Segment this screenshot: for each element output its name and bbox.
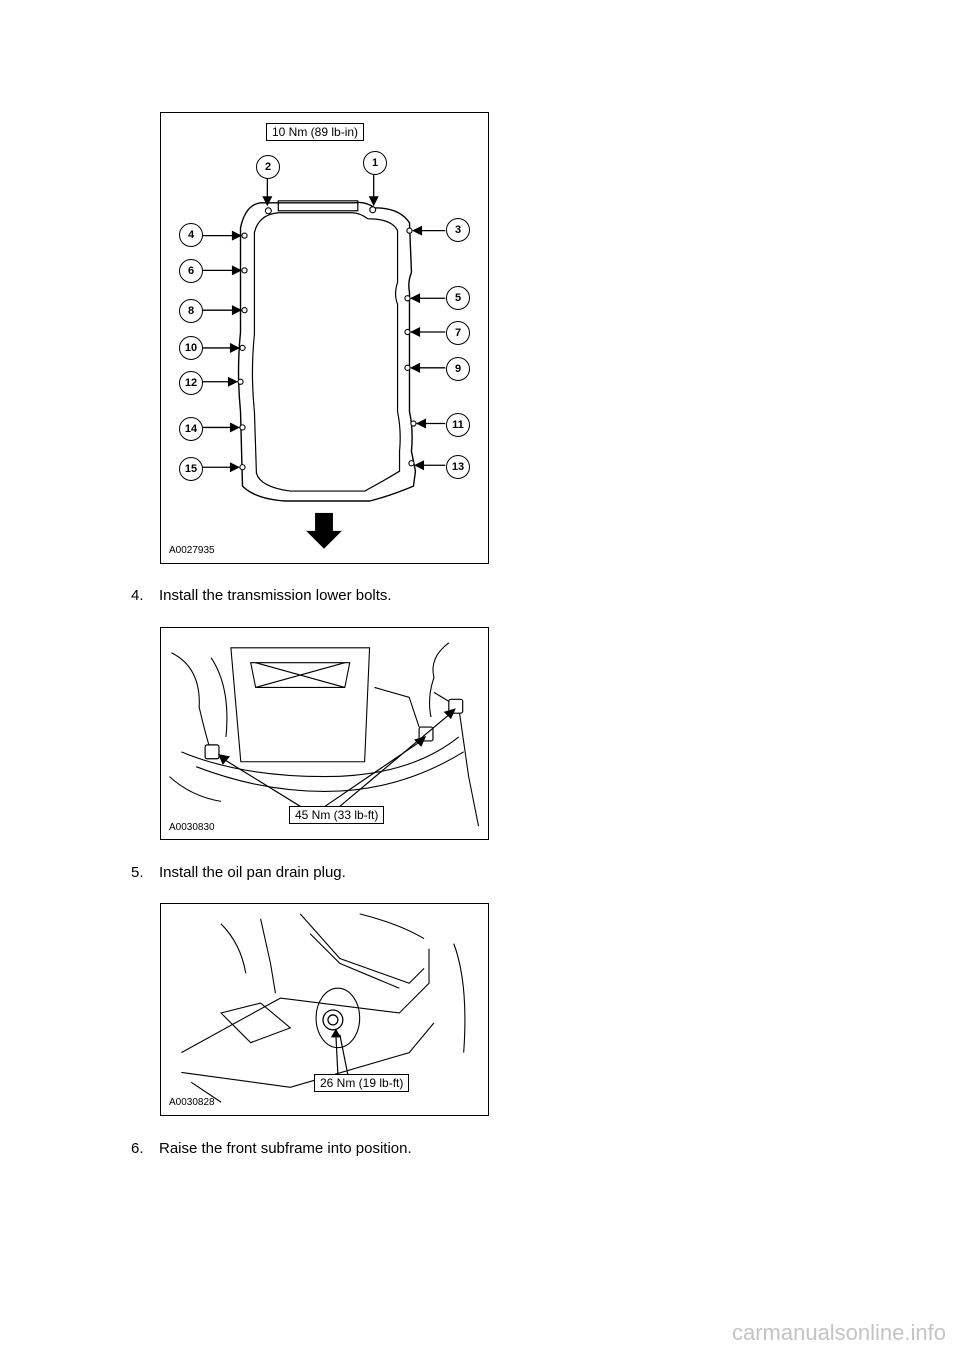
step-4 [131,587,392,604]
figure-id: A0030830 [169,822,215,833]
oil-pan-diagram [161,113,488,563]
step-text: Raise the front subframe into position. [159,1140,412,1157]
step-6 [131,1140,412,1157]
torque-callout: 26 Nm (19 lb-ft) [314,1074,409,1092]
bolt-number-8: 8 [179,299,203,323]
front-direction-arrow [306,513,342,549]
bolt-number-5: 5 [446,286,470,310]
bolt-number-12: 12 [179,371,203,395]
bolt-number-7: 7 [446,321,470,345]
bolt-number-15: 15 [179,457,203,481]
figure-oil-pan-sequence [160,112,489,564]
bolt-number-13: 13 [446,455,470,479]
figure-drain-plug [160,903,489,1116]
leader-arrows [332,1030,348,1075]
bolt-number-10: 10 [179,336,203,360]
step-text: Install the oil pan drain plug. [159,864,346,881]
drain-plug [323,1010,343,1030]
bolt-number-9: 9 [446,357,470,381]
step-number: 6. [131,1140,144,1157]
step-number: 5. [131,864,144,881]
leader-arrows [219,709,455,806]
figure-transmission-bolts [160,627,489,840]
bolt-number-3: 3 [446,218,470,242]
torque-callout: 10 Nm (89 lb-in) [266,123,364,141]
bolt-number-11: 11 [446,413,470,437]
figure-id: A0030828 [169,1097,215,1108]
bolt-number-14: 14 [179,417,203,441]
step-text: Install the transmission lower bolts. [159,587,392,604]
figure-id: A0027935 [169,545,215,556]
bolt-heads [205,699,463,758]
bolt-holes [238,207,416,470]
bolt-number-1: 1 [363,151,387,175]
bolt-number-6: 6 [179,259,203,283]
bolt-number-2: 2 [256,155,280,179]
torque-callout: 45 Nm (33 lb-ft) [289,806,384,824]
step-5 [131,864,346,881]
step-number: 4. [131,587,144,604]
watermark: carmanualsonline.info [731,1320,946,1345]
bolt-number-4: 4 [179,223,203,247]
